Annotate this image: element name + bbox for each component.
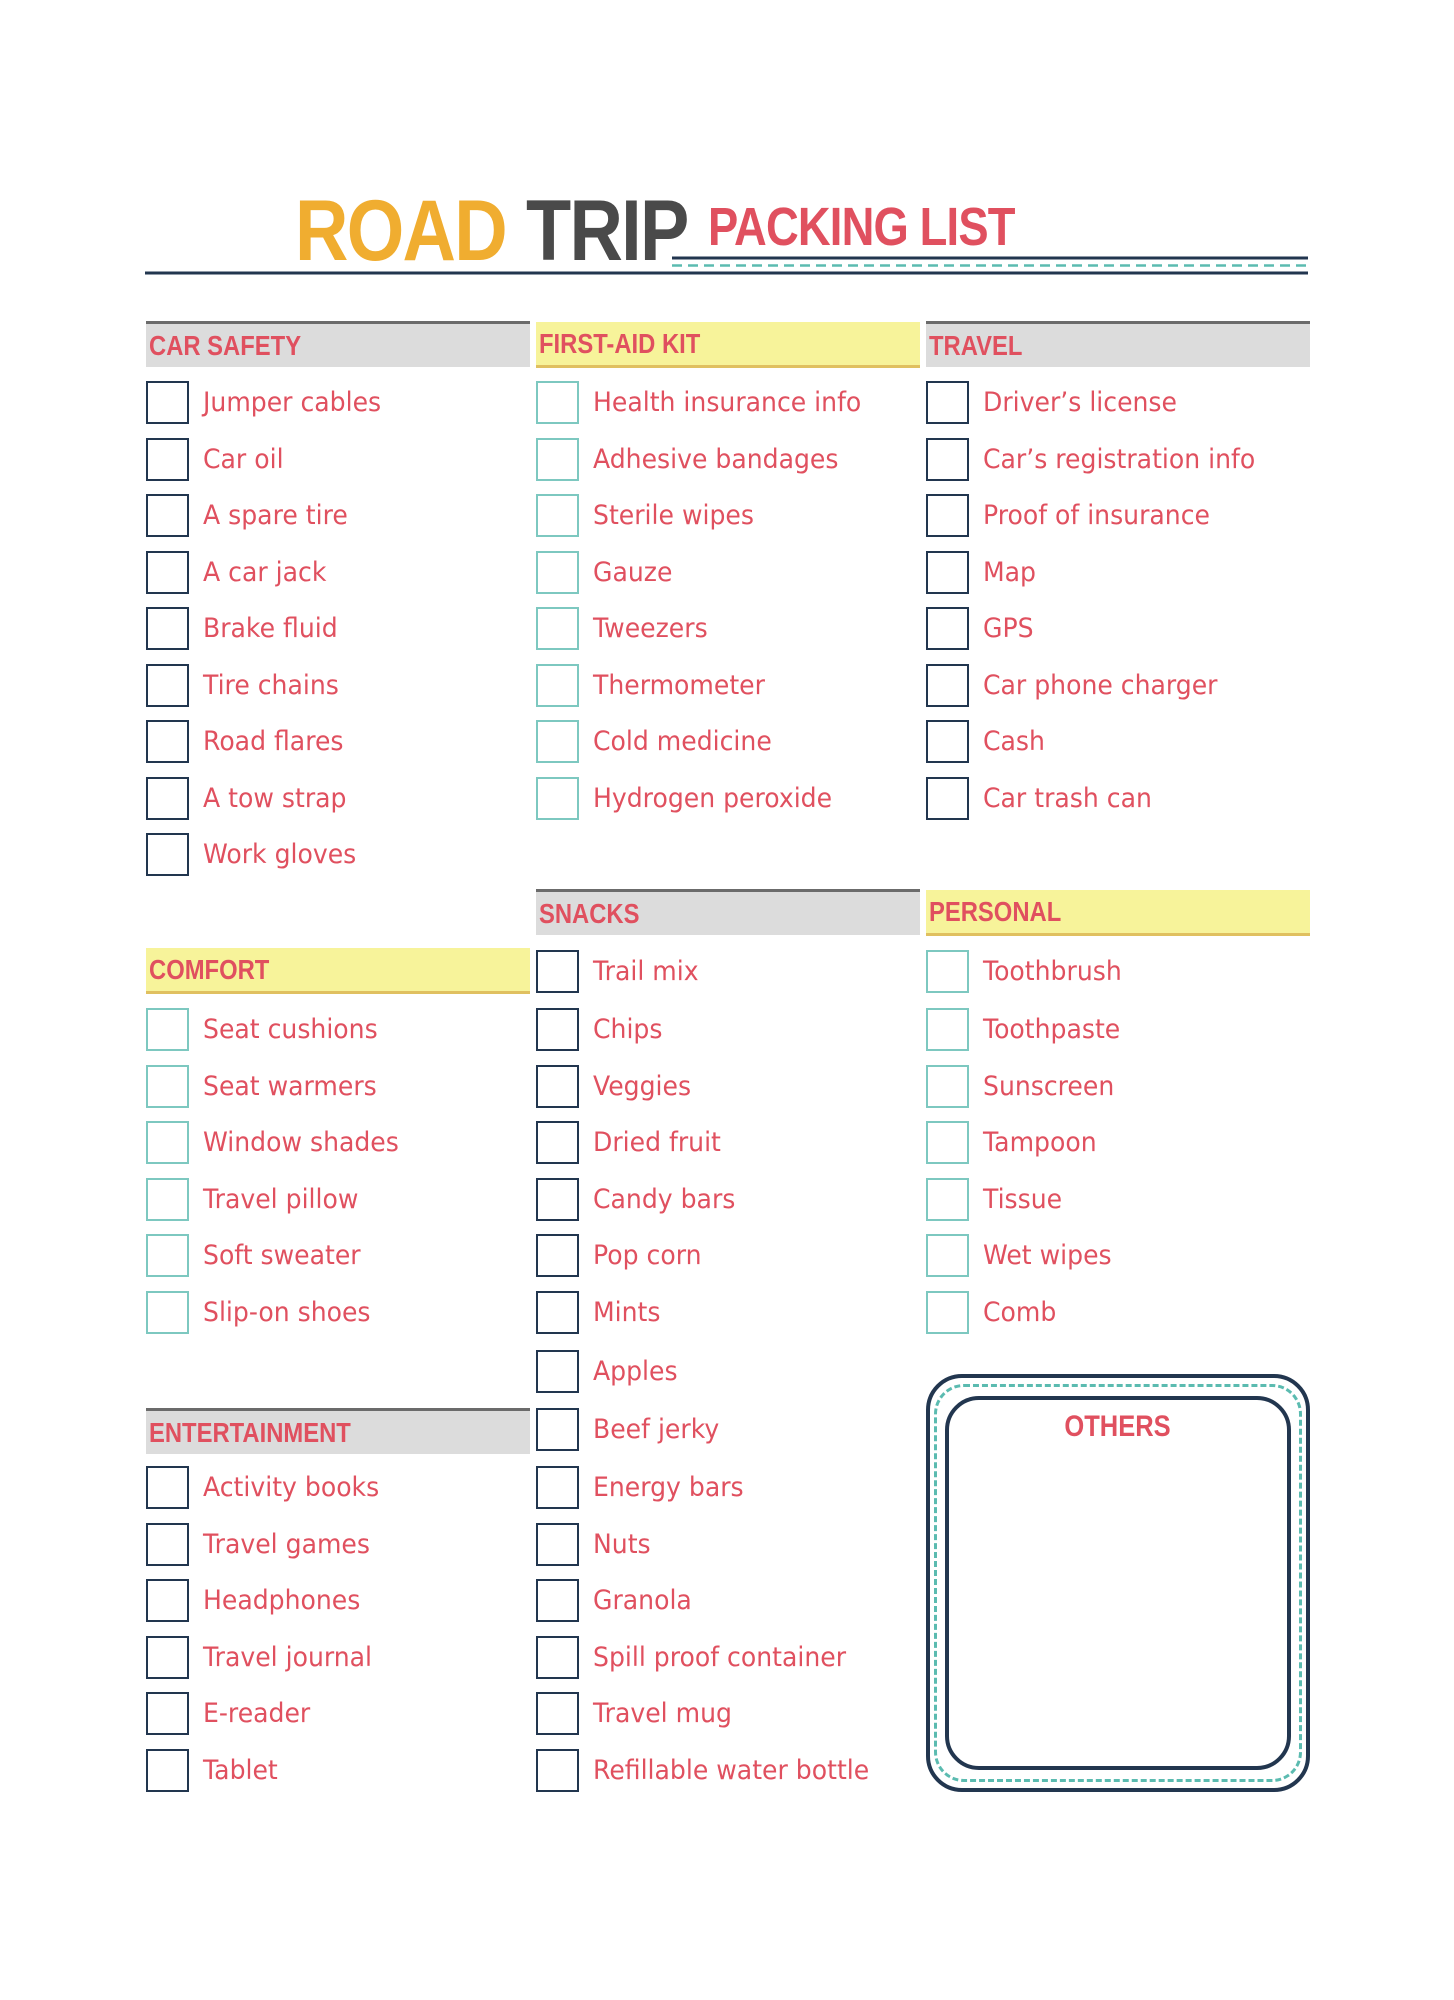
- checklist-item[interactable]: [926, 490, 1310, 540]
- checklist-item[interactable]: [146, 547, 530, 597]
- title-underline: [0, 0, 1454, 300]
- title-trip: TRIP: [526, 183, 688, 279]
- checklist-item[interactable]: [146, 829, 530, 879]
- checkbox[interactable]: [146, 1234, 189, 1277]
- checkbox[interactable]: [536, 1350, 579, 1393]
- checkbox[interactable]: [146, 381, 189, 424]
- item-label: Car phone charger: [983, 669, 1218, 701]
- item-label: A car jack: [203, 556, 327, 588]
- checkbox[interactable]: [536, 1523, 579, 1566]
- item-label: Comb: [983, 1296, 1057, 1328]
- item-label: Car trash can: [983, 782, 1152, 814]
- checkbox[interactable]: [146, 1065, 189, 1108]
- checklist-item[interactable]: [146, 490, 530, 540]
- item-label: Brake fluid: [203, 612, 338, 644]
- section-header-travel: [926, 321, 1310, 367]
- checklist-item[interactable]: [536, 1745, 920, 1795]
- checkbox[interactable]: [536, 1636, 579, 1679]
- checklist-item[interactable]: [926, 1287, 1310, 1337]
- item-label: Travel mug: [593, 1697, 732, 1729]
- item-label: Mints: [593, 1296, 661, 1328]
- checkbox[interactable]: [146, 1178, 189, 1221]
- checkbox[interactable]: [536, 607, 579, 650]
- checkbox[interactable]: [536, 1749, 579, 1792]
- checklist-item[interactable]: [146, 1230, 530, 1280]
- section-title: COMFORT: [149, 953, 270, 985]
- checklist-item[interactable]: [146, 773, 530, 823]
- checkbox[interactable]: [536, 551, 579, 594]
- item-label: Window shades: [203, 1126, 399, 1158]
- checkbox[interactable]: [536, 1008, 579, 1051]
- item-label: Tweezers: [593, 612, 708, 644]
- item-label: Apples: [593, 1355, 678, 1387]
- item-label: Trail mix: [593, 955, 699, 987]
- checkbox[interactable]: [536, 664, 579, 707]
- item-label: Headphones: [203, 1584, 361, 1616]
- item-label: A spare tire: [203, 499, 348, 531]
- checklist-item[interactable]: [926, 377, 1310, 427]
- item-label: Nuts: [593, 1528, 651, 1560]
- checklist-item[interactable]: [926, 547, 1310, 597]
- checkbox[interactable]: [536, 777, 579, 820]
- checklist-item[interactable]: [146, 716, 530, 766]
- checkbox[interactable]: [146, 664, 189, 707]
- checkbox[interactable]: [536, 1291, 579, 1334]
- item-label: Driver’s license: [983, 386, 1177, 418]
- title-packing-list: PACKING LIST: [708, 197, 1015, 257]
- checklist-item[interactable]: [926, 1174, 1310, 1224]
- checkbox[interactable]: [926, 551, 969, 594]
- checkbox[interactable]: [926, 1008, 969, 1051]
- item-label: Car’s registration info: [983, 443, 1256, 475]
- checklist-item[interactable]: [926, 660, 1310, 710]
- checklist-item[interactable]: [926, 1004, 1310, 1054]
- checklist-item[interactable]: [146, 1575, 530, 1625]
- checklist-item[interactable]: [146, 1745, 530, 1795]
- checklist-item[interactable]: [146, 1462, 530, 1512]
- item-label: Activity books: [203, 1471, 380, 1503]
- item-label: Cash: [983, 725, 1045, 757]
- item-label: Work gloves: [203, 838, 357, 870]
- checkbox[interactable]: [536, 1121, 579, 1164]
- checkbox[interactable]: [146, 1579, 189, 1622]
- checklist-item[interactable]: [536, 1404, 920, 1454]
- checklist-item[interactable]: [146, 1174, 530, 1224]
- checklist-item[interactable]: [146, 1688, 530, 1738]
- item-label: Seat cushions: [203, 1013, 378, 1045]
- checklist-item[interactable]: [536, 1004, 920, 1054]
- checklist-item[interactable]: [146, 1632, 530, 1682]
- checklist-item[interactable]: [146, 660, 530, 710]
- item-label: Hydrogen peroxide: [593, 782, 833, 814]
- checklist-item[interactable]: [146, 377, 530, 427]
- item-label: Jumper cables: [203, 386, 382, 418]
- checkbox[interactable]: [146, 1749, 189, 1792]
- item-label: Sunscreen: [983, 1070, 1115, 1102]
- checkbox[interactable]: [926, 777, 969, 820]
- checklist-item[interactable]: [146, 1061, 530, 1111]
- item-label: Granola: [593, 1584, 692, 1616]
- checkbox[interactable]: [926, 720, 969, 763]
- checkbox[interactable]: [146, 833, 189, 876]
- checkbox[interactable]: [146, 777, 189, 820]
- checkbox[interactable]: [926, 381, 969, 424]
- checkbox[interactable]: [536, 720, 579, 763]
- item-label: E-reader: [203, 1697, 311, 1729]
- checklist-item[interactable]: [536, 716, 920, 766]
- title-road: ROAD: [295, 183, 506, 279]
- checkbox[interactable]: [536, 1234, 579, 1277]
- item-label: Beef jerky: [593, 1413, 720, 1445]
- checklist-item[interactable]: [926, 773, 1310, 823]
- checklist-item[interactable]: [926, 1061, 1310, 1111]
- checkbox[interactable]: [146, 551, 189, 594]
- checklist-item[interactable]: [536, 1519, 920, 1569]
- checklist-item[interactable]: [926, 946, 1310, 996]
- checklist-item[interactable]: [926, 1117, 1310, 1167]
- checkbox[interactable]: [146, 494, 189, 537]
- checkbox[interactable]: [926, 1178, 969, 1221]
- item-label: A tow strap: [203, 782, 347, 814]
- item-label: Tampoon: [983, 1126, 1097, 1158]
- checklist-item[interactable]: [536, 946, 920, 996]
- checklist-item[interactable]: [536, 1688, 920, 1738]
- item-label: Adhesive bandages: [593, 443, 839, 475]
- item-label: Seat warmers: [203, 1070, 377, 1102]
- item-label: Energy bars: [593, 1471, 744, 1503]
- item-label: Map: [983, 556, 1036, 588]
- checklist-item[interactable]: [536, 1575, 920, 1625]
- checkbox[interactable]: [146, 1466, 189, 1509]
- checkbox[interactable]: [536, 1065, 579, 1108]
- item-label: Health insurance info: [593, 386, 862, 418]
- section-header-entertainment: [146, 1408, 530, 1454]
- others-title-text: OTHERS: [1064, 1410, 1172, 1443]
- item-label: Sterile wipes: [593, 499, 754, 531]
- checklist-item[interactable]: [146, 1117, 530, 1167]
- item-label: Veggies: [593, 1070, 692, 1102]
- checklist-item[interactable]: [926, 603, 1310, 653]
- checklist-item[interactable]: [926, 1230, 1310, 1280]
- item-label: Chips: [593, 1013, 663, 1045]
- checkbox[interactable]: [926, 607, 969, 650]
- checklist-item[interactable]: [926, 716, 1310, 766]
- checklist-item[interactable]: [536, 1117, 920, 1167]
- checklist-item[interactable]: [536, 490, 920, 540]
- item-label: GPS: [983, 612, 1034, 644]
- section-header-car-safety: [146, 321, 530, 367]
- item-label: Slip-on shoes: [203, 1296, 371, 1328]
- checklist-item[interactable]: [536, 1287, 920, 1337]
- item-label: Refillable water bottle: [593, 1754, 870, 1786]
- checklist-item[interactable]: [146, 434, 530, 484]
- others-notes-area[interactable]: [945, 1396, 1291, 1770]
- checkbox[interactable]: [926, 1291, 969, 1334]
- checklist-item[interactable]: [536, 1230, 920, 1280]
- checkbox[interactable]: [146, 720, 189, 763]
- item-label: Road flares: [203, 725, 344, 757]
- checklist-item[interactable]: [536, 377, 920, 427]
- checklist-item[interactable]: [536, 1632, 920, 1682]
- checkbox[interactable]: [926, 950, 969, 993]
- checkbox[interactable]: [146, 1692, 189, 1735]
- checkbox[interactable]: [146, 1008, 189, 1051]
- item-label: Toothbrush: [983, 955, 1122, 987]
- others-title: [926, 1410, 1310, 1444]
- item-label: Travel games: [203, 1528, 370, 1560]
- section-header-snacks: [536, 889, 920, 935]
- section-header-comfort: [146, 948, 530, 994]
- item-label: Proof of insurance: [983, 499, 1210, 531]
- item-label: Gauze: [593, 556, 673, 588]
- checkbox[interactable]: [536, 381, 579, 424]
- item-label: Travel journal: [203, 1641, 373, 1673]
- checklist-item[interactable]: [146, 1519, 530, 1569]
- item-label: Tire chains: [203, 669, 339, 701]
- item-label: Spill proof container: [593, 1641, 847, 1673]
- checkbox[interactable]: [926, 664, 969, 707]
- checkbox[interactable]: [536, 494, 579, 537]
- section-title: PERSONAL: [929, 895, 1062, 927]
- section-title: FIRST-AID KIT: [539, 327, 701, 359]
- section-title: TRAVEL: [929, 329, 1023, 361]
- item-label: Thermometer: [593, 669, 765, 701]
- section-title: CAR SAFETY: [149, 329, 302, 361]
- checkbox[interactable]: [536, 1579, 579, 1622]
- checklist-item[interactable]: [926, 434, 1310, 484]
- item-label: Tablet: [203, 1754, 278, 1786]
- checkbox[interactable]: [146, 607, 189, 650]
- checkbox[interactable]: [536, 1692, 579, 1735]
- section-title: SNACKS: [539, 897, 640, 929]
- checkbox[interactable]: [926, 1121, 969, 1164]
- checkbox[interactable]: [146, 1121, 189, 1164]
- item-label: Wet wipes: [983, 1239, 1112, 1271]
- checkbox[interactable]: [536, 950, 579, 993]
- checklist-item[interactable]: [146, 1287, 530, 1337]
- checklist-item[interactable]: [536, 603, 920, 653]
- checkbox[interactable]: [926, 494, 969, 537]
- checklist-item[interactable]: [536, 660, 920, 710]
- checkbox[interactable]: [146, 1523, 189, 1566]
- checklist-item[interactable]: [536, 1462, 920, 1512]
- checklist-item[interactable]: [536, 547, 920, 597]
- item-label: Pop corn: [593, 1239, 702, 1271]
- checklist-item[interactable]: [536, 1061, 920, 1111]
- item-label: Candy bars: [593, 1183, 736, 1215]
- checklist-item[interactable]: [146, 1004, 530, 1054]
- checkbox[interactable]: [926, 1065, 969, 1108]
- checkbox[interactable]: [536, 438, 579, 481]
- checklist-item[interactable]: [536, 1174, 920, 1224]
- checklist-item[interactable]: [536, 434, 920, 484]
- item-label: Toothpaste: [983, 1013, 1121, 1045]
- item-label: Travel pillow: [203, 1183, 359, 1215]
- item-label: Soft sweater: [203, 1239, 361, 1271]
- checklist-item[interactable]: [536, 773, 920, 823]
- checkbox[interactable]: [536, 1466, 579, 1509]
- checklist-item[interactable]: [536, 1346, 920, 1396]
- checkbox[interactable]: [146, 1291, 189, 1334]
- checkbox[interactable]: [926, 438, 969, 481]
- checkbox[interactable]: [536, 1178, 579, 1221]
- item-label: Tissue: [983, 1183, 1063, 1215]
- item-label: Dried fruit: [593, 1126, 721, 1158]
- checklist-item[interactable]: [146, 603, 530, 653]
- checkbox[interactable]: [536, 1408, 579, 1451]
- section-header-personal: [926, 890, 1310, 936]
- item-label: Cold medicine: [593, 725, 772, 757]
- checkbox[interactable]: [146, 1636, 189, 1679]
- checkbox[interactable]: [146, 438, 189, 481]
- checkbox[interactable]: [926, 1234, 969, 1277]
- item-label: Car oil: [203, 443, 284, 475]
- section-header-first-aid-kit: [536, 322, 920, 368]
- section-title: ENTERTAINMENT: [149, 1416, 351, 1448]
